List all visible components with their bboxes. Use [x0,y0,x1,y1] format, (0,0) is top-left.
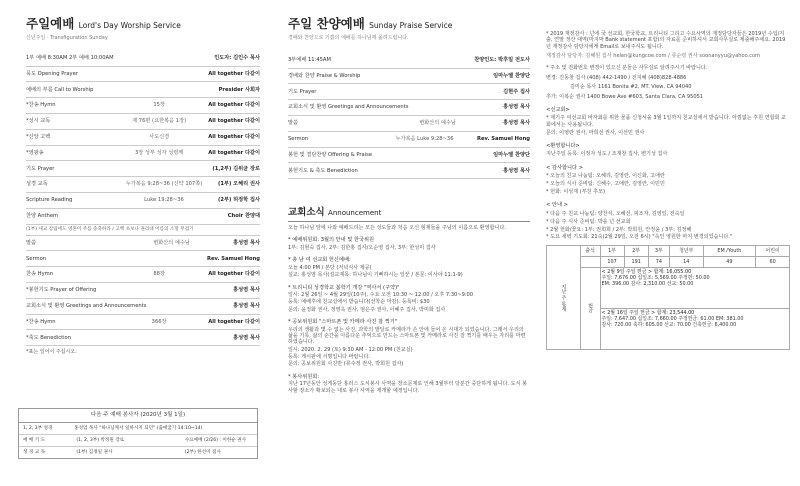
news-section [546,143,790,158]
order-a: 말씀 [288,120,299,127]
announcement-text: 설교: 홍성염 목사(설교제목: 하나님이 기뻐하시는 일꾼 / 본문: 이사야 11:1-9) [288,272,463,279]
order-person: 홍성염 목사 [503,104,530,111]
order-c [208,71,260,78]
order-c [233,240,260,247]
announcement-text: 문의: 윤정화 권사, 정영옥 권사, 엄은주 권사, 이혜주 집사, 박미화 집사 [288,306,446,313]
order-person: All together 다같이 [208,70,260,77]
address-change: 변경: 진동창 집사 (408) 442-1490 / 진지혜 (408)828-4886 [546,74,687,81]
order-c [208,102,260,109]
section-line: * 오늘의 친교 나눔팀: 오혜리, 김영란, 이신화, 고애란 [546,173,665,180]
order-person: Choir 찬양대 [227,212,260,219]
order-a: *찬송 Hymn [26,318,56,325]
announcement-list [288,237,530,394]
announcement-text: 1부: 김현숙 집사, 2부: 김한홍 집사/오순영 집사, 3부: 한성미 집사 [288,244,436,251]
schedule-row [19,423,257,435]
order-c [212,166,260,173]
section-title: < 감사합니다 > [546,164,584,171]
schedule-cell: (2부) 한선미 집사 [184,449,221,455]
offering-week-2 [600,308,789,349]
audit-notice: * 2019 재정감사 : 넌에 국 선교회, 한국학교, 트리니티 그리고 수요사역의 재정담당자들은 2019년 수입/지출, 연말 정산 대역(마지막 Bank statement 포함)의 자료를 준비하셔서 교회사무실로 제출해주세요. 2019년 재정감사 담당자에게 Email로 보내주셔도 됩니다. [546,31,786,50]
announcement-intro: 오늘 하나님 앞에 나와 예배드리는 모든 성도들과 처음 오신 형제들을 주님의 이름으로 환영합니다. [288,225,506,232]
order-row [26,209,260,225]
order-a: *찬송 Hymn [26,102,56,109]
order-a: 봉헌기도 & 축도 Benediction [288,167,358,174]
section-line: * 오늘의 식사 준비팀: 신혜수, 고애란, 김영란, 이민민 [546,181,665,188]
section-line: 지난주일 등록: 이정자 성도 / 조재창 집사, 변기성 집사 [546,151,668,158]
announcement-title: 교회소식 Announcement [288,207,530,222]
offering-week-2-title: < 2월 16일 주일 헌금 > 합계: 23,544.00 [601,309,695,316]
order-person: 홍성염 목사 [503,167,530,174]
order-b: 366장 [151,318,167,325]
att-head-5: EM /Youth [703,245,756,256]
order-row [288,69,530,85]
order-person: All together 다같이 [208,318,260,325]
order-a: 1부 예배 8:30AM 2부 예배 10:00AM [26,55,114,62]
schedule-row [19,435,257,447]
offering-week-1-line2: EM: 396.00 감사: 2,310.00 선교: 50.00 [601,281,694,288]
att-head-3: 3부 [648,245,669,256]
att-val-4: 49 [703,256,756,267]
order-person: 홍성염 목사 [503,120,530,127]
announcement-text: 등록: 게시판에 서명입니다 바랍니다. [288,354,371,361]
order-person: All together 다같이 [208,102,260,109]
order-person: 임마누엘 찬양단 [493,151,530,158]
order-c [228,213,260,220]
order-person: 홍성염 목사 [233,302,260,309]
offering-week-1 [600,267,789,308]
order-c [477,136,530,143]
offering-week-2-line1: 주일: 7,647.00 십일조: 7,660.00 주정헌금: 61.00 EM: 381.00 [601,315,744,322]
praise-service-column [268,0,538,486]
announcement-text: 우리의 생활과 몇 수 없는 사진, 과학의 발달로 카메라가 손 안에 들어 온 시대가 되었습니다. 그래서 우리의 삶을 기록, 삶의 순간을 아름다운 추억으로 만드는 스마트폰 및 카메라로 사진 잘 찍기를 배우는 자리를 마련하였습니다. [288,326,526,346]
praise-subtitle: 경배와 찬양으로 기쁨의 예배를 하나님께 올려드립니다. [288,34,409,41]
section-line: * 다음 주 친교 나눔팀: 양찬식, 오혜선, 피조자, 김영일, 전숙일 [546,210,685,217]
order-row [288,148,530,164]
order-a: 3부예배 11:45AM [288,57,331,64]
order-person: (2부) 허정학 집사 [217,197,260,204]
order-b: 누가복음 Luke 9:28~36 [395,136,454,142]
att-head-2: 2부 [624,245,648,256]
order-a: 교회소식 및 환영 Greetings and Announcements [26,302,147,309]
order-b: 3장 성부 성자 성령께 [134,149,184,156]
order-person: All together 다같이 [208,149,260,156]
order-of-worship-2 [26,236,260,347]
section-line: * 2월 헌화/꽃요: 1부: 권희희 / 2부: 박희원, 안정윤 / 3부: 김정혜 [546,226,692,233]
order-c [207,256,260,263]
order-c [503,89,530,96]
order-row [26,67,260,83]
section-title: <선교회> [546,106,570,113]
order-row [26,114,260,130]
announcement-text: 일시: 2월 26일 ~ 4월 29일(10주), 수요 오전 10:30 ~ 12:00 / 오후 7:30~9:00 [288,292,474,299]
order-row [26,130,260,146]
att-blank [580,256,600,267]
order-row [288,100,530,116]
order-row [26,330,260,346]
att-val-1: 191 [624,256,648,267]
order-b: 제 76편 (요한복음 1장) [132,118,187,125]
att-val-0: 107 [600,256,624,267]
order-a: *성시 교독 [26,118,51,125]
order-b: 변화산의 예수님 [419,120,456,127]
order-c [474,57,530,64]
att-val-5: 60 [756,256,790,267]
order-person: All together 다같이 [208,134,260,140]
announcement-text: 일시: 2020. 2. 29 (토) 9:30 AM - 12:00 PM (친교실) [288,346,413,353]
order-a: 찬송 Hymn [26,271,53,278]
section-title: < 안내 > [546,202,569,209]
order-row [26,146,260,162]
order-c [493,152,530,159]
announcement-heading: * 트리니티 성경학교 봄학기 개강 "역사서 (구약)" [288,284,400,291]
order-c [208,134,260,141]
section-line: * 다음 주 식사 준비팀: 박을 넌 선교회 [546,218,631,225]
page-title: 주일예배 Lord's Day Worship Service [26,16,181,31]
order-row [26,51,260,67]
order-person: (1,2부) 김위균 장로 [212,165,260,172]
order-a: 말씀 [26,239,37,246]
address-change-2: 김미순 목사 1161 Bonita #2, MT. View, CA 94040 [570,84,692,91]
order-a: 예배의 부름 Call to Worship [26,86,94,93]
announcement-heading: * 총 남 여 선교회 헌신예배: [288,257,351,264]
order-b: 88장 [153,271,165,278]
offering-week-1-line1: 주일: 7,676.00 십일조: 5,569.00 주정헌: 50.00 [601,274,710,281]
address-notice: * 주소 및 전화번호 변경이 있으신 분들은 사무실로 알려주시기 바랍니다. [546,65,708,72]
news-section [546,165,790,196]
order-a: 기도 Prayer [288,88,317,95]
order-a: *축도 Benediction [26,334,72,341]
news-sections [546,107,790,241]
att-head-1: 1부 [600,245,624,256]
order-row [288,84,530,100]
anthem-note: (1부) 새교 강림에도 영혼이 주를 송축하라 / 고백 초보나 권리대 이름의 소망 무겁기 [26,225,260,236]
order-c [503,120,530,127]
next-week-servants [18,408,258,459]
order-row [26,236,260,252]
announcement-heading: * 봉사위원회: [288,373,320,380]
schedule-cell: 홍성염 목사 "하나님께서 일하시지 되던" (출애굽기 14:10~14) [74,425,203,431]
order-row [288,116,530,132]
order-person: 홍성염 목사 [233,334,260,341]
order-c [208,150,260,157]
praise-title: 주일 찬양예배 Sunday Praise Service [288,16,453,31]
order-c [233,335,260,342]
order-person: 홍성염 목사 [233,239,260,246]
order-a: 교회소식 및 환영 Greetings and Announcements [288,104,409,111]
schedule-cell: 수요예배 (2/26) : 이한순 권사 [184,437,247,443]
standing-note: *표는 일어서 주십시오. [26,349,77,356]
schedule-cell: (1부) 김정일 권사 [76,449,113,455]
order-person: 인도자: 김인수 목사 [214,55,260,62]
section-line: 문의: 이영란 권사, 마희선 권사, 이선민 권사 [546,129,645,136]
order-c [208,319,260,326]
announcement-item [288,374,530,394]
section-line: * 제기주 여선교회 바자회를 위한 물품 신청서을 3월 1일까지 친교실에서 받습니다. 아낌없는 후원 연합회 교회에서는 사용됩니다. [546,115,786,128]
order-person: 임마누엘 찬양단 [493,72,530,79]
order-row [26,315,260,331]
order-person: Rev. Samuel Hong [207,255,260,262]
offering-week-1-title: < 2월 9일 주일 헌금 > 합계: 16,055.00 [601,268,692,275]
schedule-cell: 1, 2, 3부 성경 [23,425,53,431]
att-val-2: 74 [648,256,669,267]
order-row [26,82,260,98]
schedule-cell: 예 배 기 도 [23,437,46,443]
order-c [503,104,530,111]
schedule-cell: 성 경 교 독 [23,449,46,455]
order-c [208,271,260,278]
order-row [26,299,260,315]
order-a: 경배와 찬양 Praise & Worship [288,72,361,79]
order-row [26,267,260,283]
announcement-item [288,319,530,368]
order-person: 홍성염 목사 [233,287,260,294]
order-row [288,132,530,148]
announcement-text: 문의: 공보위원회 사진반 (류수정 권사, 박희원 집사) [288,361,404,368]
order-person: Presider 사회자 [218,86,260,93]
order-a: 성경 교독 [26,181,48,188]
order-c [218,197,260,204]
order-person: All together 다같이 [208,118,260,125]
main-service-column [0,0,268,486]
order-a: 봉헌 및 결단찬양 Offering & Praise [288,151,373,158]
order-b: 변화산의 예수님 [153,239,190,246]
address-add: 추가: 이복순 권사 1400 Bowe Ave #603, Santa Clara, CA 95051 [546,93,704,100]
section-title: <환영합니다> [546,142,580,149]
order-a: 기도 Prayer [26,165,55,172]
section-line: * 헌화: 이성재 (부친 추모) [546,189,605,196]
order-b: Luke 19:28~36 [144,197,184,204]
order-c [233,303,260,310]
offering-label: 헌금 [580,267,600,349]
order-row [26,193,260,209]
att-head-6: 어린이 [756,245,790,256]
order-row [288,163,530,179]
order-a: 묵도 Opening Prayer [26,70,78,77]
order-c [503,168,530,175]
order-row [26,283,260,299]
announcement-item [288,285,530,314]
order-row [26,251,260,267]
order-c [214,55,260,62]
news-column [538,0,800,486]
schedule-row [19,447,257,458]
order-b: 15장 [153,102,165,109]
order-person: All together 다같이 [208,271,260,278]
order-person: 찬양인도: 박후일 전도사 [474,57,530,64]
order-row [26,177,260,193]
order-a: Sermon [288,136,309,142]
order-c [219,87,260,94]
news-section [546,202,790,240]
order-person: (1부) 오혜리 권사 [217,181,260,188]
section-line: * 도요 새벽 기도회: 21숙(2월 29일, 오전 6시) "속인 영원한 마지 변경되었습니다." [546,234,733,241]
order-c [208,118,260,125]
order-a: Sermon [26,255,47,262]
announcement-item [288,257,530,278]
subtitle: 신년주일 · Transfiguration Sunday [26,34,108,41]
stats-label: 지난 주 통계 [547,245,581,349]
order-person: Rev. Samuel Hong [477,136,530,142]
order-a: *봉헌기도 Prayer of Offering [26,287,97,294]
order-of-worship [26,51,260,225]
praise-order [288,53,530,179]
announcement-item [288,237,530,251]
announcement-text: 지난 17년동안 성게동단 홍러스 도식봉사 사역을 장소문제로 인해 3월부터 당분간 중단하게 됩니다. 도식 봉사할 장소가 확보되는 대로 봉사 사역을 재개할 예정입니다. [288,381,528,394]
order-b: 사도신경 [149,134,170,140]
announcement-text: 등록: 예배후에 친교실에서 받습니다(선착순 마감). 등록비: $30 [288,299,430,306]
order-c [493,73,530,80]
announcement-text: 오늘 4:00 PM / 본당 (저녁식사 제공) [288,264,372,271]
order-row [288,53,530,69]
att-val-3: 14 [669,256,703,267]
schedule-title: 다음 주 예배 봉사자 (2020년 3월 1일) [19,409,257,423]
order-c [233,287,260,294]
order-b: 누가복음 9:28~36 (신약 107쪽) [125,181,203,188]
order-a: 찬양 Anthem [26,212,59,219]
att-head-0: 출석 [580,245,600,256]
schedule-cell: (1, 2, 3부) 박정원 장로 [76,437,125,443]
order-a: Scripture Reading [26,197,73,204]
order-row [26,161,260,177]
offering-week-2-line2: 감사: 720.00 축하: 605.00 선교: 70.00 건축헌금: 6,400.00 [601,322,737,329]
att-head-4: 청년부 [669,245,703,256]
order-a: *신앙 고백 [26,134,51,140]
order-person: 김현주 집사 [503,88,530,95]
order-c [218,181,260,188]
announcement-heading: * 예배위원회: 3월의 안내 및 한국위원 [288,237,375,244]
news-section [546,107,790,136]
attendance-table [546,245,790,350]
audit-contact: 재정감사 담당자: 김혜원 집사 helen@kungcoe.com / 류순령 권사 soonanyyu@yahoo.com [546,53,761,60]
order-row [26,98,260,114]
order-a: *영광송 [26,149,44,156]
announcement-heading: * 공보위원회 "스마트폰 및 카메라 사진 잘 찍기" [288,319,398,326]
